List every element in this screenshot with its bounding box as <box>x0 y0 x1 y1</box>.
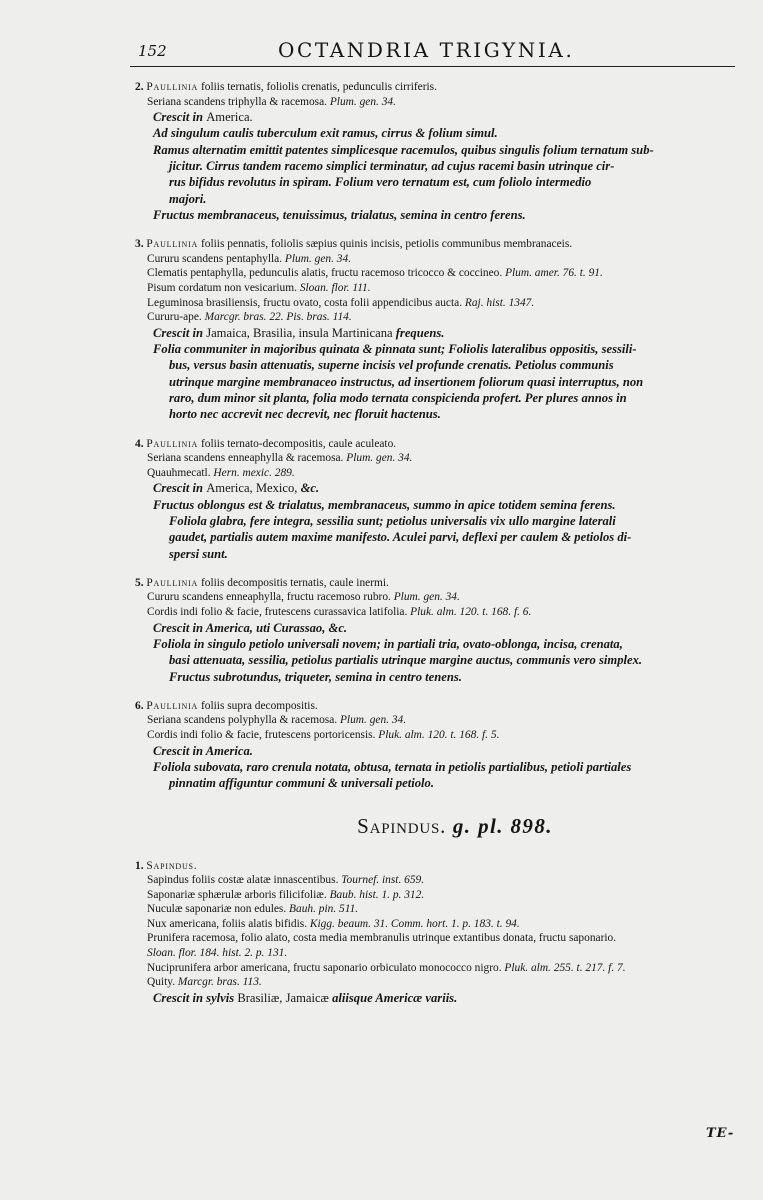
citation: Bauh. pin. 511. <box>289 903 359 916</box>
description-line <box>135 513 735 529</box>
entry-number: 2. <box>135 81 147 93</box>
description-text: utrinque margine membranaceo instructus, ad insertionem foliorum quasi interruptus, non <box>169 374 644 389</box>
description-line <box>135 406 735 422</box>
description-text: Fructus oblongus est & trialatus, membranaceus, summo in apice totidem semina ferens. <box>153 497 616 512</box>
synonym-text: Quity. <box>147 976 178 989</box>
catchword: TE- <box>706 1126 735 1141</box>
description-text: Folia communiter in majoribus quinata & pinnata sunt; Foliolis lateralibus oppositis, sessili- <box>153 342 637 357</box>
sapindus-entry <box>135 859 735 1007</box>
synonym-text: Leguminosa brasiliensis, fructu ovato, costa folii appendicibus aucta. <box>147 296 465 309</box>
description-line <box>135 743 735 759</box>
place-name: America. <box>206 110 253 125</box>
synonym-text: Seriana scandens enneaphylla & racemosa. <box>147 452 347 465</box>
synonym-line <box>135 281 735 296</box>
genus-name: Paullinia <box>146 576 199 589</box>
entry-heading <box>135 80 735 95</box>
genus-name: Paullinia <box>146 81 199 93</box>
place-name: America, Mexico, <box>206 481 298 496</box>
description-line <box>135 480 735 496</box>
description-text: Ramus alternatim emittit patentes simplicesque racemulos, quibus singulis folium ternatum sub- <box>153 142 654 157</box>
synonym-text: Sapindus foliis costæ alatæ innascentibus. <box>147 874 342 887</box>
description-text: jicitur. Cirrus tandem racemo simplici terminatur, ad cujus racemi basin utrinque cir- <box>169 159 615 174</box>
citation: Plum. gen. 34. <box>284 252 352 265</box>
citation: Plum. gen. 34. <box>329 95 396 108</box>
citation: Pluk. alm. 120. t. 168. f. 6. <box>410 606 532 619</box>
description-text: Crescit in <box>153 110 207 125</box>
description-text: Crescit in America, uti Curassao, &c. <box>153 620 348 635</box>
synonym-line <box>135 931 735 946</box>
synonym-text: Nux americana, foliis alatis bifidis. <box>147 917 310 930</box>
description-text: Crescit in <box>153 481 207 496</box>
synonym-text: Prunifera racemosa, folio alato, costa media membranulis utrinque extantibus donata, fructu saponario. <box>147 932 617 945</box>
page-body <box>135 80 735 1020</box>
entry-heading <box>135 237 735 252</box>
description-line <box>135 357 735 373</box>
entry-number: 6. <box>135 699 147 712</box>
synonym-line <box>135 605 735 620</box>
citation: Plum. gen. 34. <box>393 591 460 604</box>
citation: Plum. gen. 34. <box>339 714 407 727</box>
synonym-text: Saponariæ sphærulæ arboris filicifoliæ. <box>147 888 330 901</box>
synonym-text: Cordis indi folio & facie, frutescens curassavica latifolia. <box>147 606 411 619</box>
citation: Marcgr. bras. 113. <box>177 976 262 989</box>
description-line <box>135 636 735 652</box>
description-line <box>135 546 735 562</box>
synonym-line <box>135 961 735 976</box>
description-text: Foliola subovata, raro crenula notata, obtusa, ternata in petiolis partialibus, petioli partiales <box>153 759 632 774</box>
entry-heading <box>135 859 735 874</box>
description-text: rus bifidus revolutus in spiram. Folium vero ternatum est, cum foliolo intermedio <box>169 175 592 190</box>
description-line <box>135 390 735 406</box>
genus-heading <box>175 814 735 839</box>
citation: Sloan. flor. 111. <box>299 282 371 295</box>
description-text: Foliola glabra, fere integra, sessilia sunt; petiolus universalis vix ullo margine laterali <box>169 513 616 528</box>
description-line <box>135 174 735 190</box>
description-line <box>135 775 735 791</box>
synonym-text: Nuciprunifera arbor americana, fructu saponario orbiculato monococco nigro. <box>147 961 505 974</box>
synonym-text: Seriana scandens triphylla & racemosa. <box>147 95 330 108</box>
synonym-line <box>135 466 735 481</box>
genus-name: Paullinia <box>146 699 199 712</box>
description-line <box>135 125 735 141</box>
genus-name: Paullinia <box>146 238 199 251</box>
description-text: Foliola in singulo petiolo universali novem; in partiali tria, ovato-oblonga, incisa, crenata, <box>153 636 623 651</box>
place-name: Brasiliæ, Jamaicæ <box>237 990 329 1005</box>
citation: Raj. hist. 1347. <box>464 296 535 309</box>
genus-name: Sapindus. <box>357 813 447 838</box>
description-tail: frequens. <box>392 325 445 340</box>
description-line <box>135 341 735 357</box>
entry-heading <box>135 576 735 591</box>
header-rule <box>130 66 735 67</box>
description-text: Crescit in <box>153 325 207 340</box>
description-text: gaudet, partialis autem maxime manifesto. Aculei parvi, deflexi per caulem & petiolos di- <box>169 530 632 545</box>
citation: Hern. mexic. 289. <box>213 466 295 479</box>
diagnosis-text: foliis supra decompositis. <box>198 699 318 712</box>
citation: Sloan. flor. 184. hist. 2. p. 131. <box>147 947 288 960</box>
species-entry <box>135 576 735 685</box>
description-text: Ad singulum caulis tuberculum exit ramus, cirrus & folium simul. <box>153 126 498 141</box>
synonym-text: Quauhmecatl. <box>147 466 214 479</box>
description-line <box>135 142 735 158</box>
species-list <box>135 80 735 792</box>
citation: Marcgr. bras. 22. Pis. bras. 114. <box>204 311 352 324</box>
entry-number: 5. <box>135 576 147 589</box>
synonym-text: Nuculæ saponariæ non edules. <box>147 903 290 916</box>
entry-number: 4. <box>135 437 147 450</box>
synonym-line <box>135 713 735 728</box>
synonym-text: Pisum cordatum non vesicarium. <box>147 282 300 295</box>
description-text: Fructus subrotundus, triqueter, semina in centro tenens. <box>169 669 462 684</box>
page-number: 152 <box>138 42 167 60</box>
genus-reference: g. pl. 898. <box>452 813 553 838</box>
description-line <box>135 620 735 636</box>
description-text: raro, dum minor sit planta, folia modo ternata conspicienda profert. Per plures annos in <box>169 391 627 406</box>
description-line <box>135 669 735 685</box>
description-line <box>135 325 735 341</box>
description-line <box>135 529 735 545</box>
genus-name: Paullinia <box>146 437 199 450</box>
synonym-line <box>135 873 735 888</box>
species-entry <box>135 437 735 562</box>
citation: Baub. hist. 1. p. 312. <box>329 888 425 901</box>
species-entry <box>135 859 735 1007</box>
description-text: horto nec accrevit nec decrevit, nec floruit hactenus. <box>169 407 441 422</box>
synonym-text: Seriana scandens polyphylla & racemosa. <box>147 714 340 727</box>
entry-number: 1. <box>135 859 147 872</box>
citation: Plum. amer. 76. t. 91. <box>505 267 603 280</box>
page-title: OCTANDRIA TRIGYNIA. <box>278 38 575 62</box>
citation: Pluk. alm. 120. t. 168. f. 5. <box>378 729 500 742</box>
description-line <box>135 990 735 1006</box>
description-tail: &c. <box>297 481 320 496</box>
running-header <box>130 36 730 66</box>
synonym-line <box>135 975 735 990</box>
description-text: basi attenuata, sessilia, petiolus partialis utrinque margine auctus, communis vero simplex. <box>169 653 643 668</box>
synonym-line <box>135 296 735 311</box>
species-entry <box>135 237 735 422</box>
description-text: Crescit in America. <box>153 743 253 758</box>
citation: Pluk. alm. 255. t. 217. f. 7. <box>504 961 626 974</box>
description-text: Crescit in sylvis <box>153 990 238 1005</box>
synonym-line <box>135 946 735 961</box>
description-text: bus, versus basin attenuatis, superne incisis vel profunde crenatis. Petiolus communis <box>169 358 614 373</box>
diagnosis-text: foliis pennatis, foliolis sæpius quinis incisis, petiolis communibus membranaceis. <box>198 238 573 251</box>
species-entry <box>135 80 735 223</box>
description-text: majori. <box>169 191 207 206</box>
description-line <box>135 158 735 174</box>
synonym-line <box>135 917 735 932</box>
synonym-line <box>135 451 735 466</box>
synonym-text: Cururu scandens enneaphylla, fructu racemoso rubro. <box>147 591 394 604</box>
synonym-line <box>135 266 735 281</box>
description-line <box>135 207 735 223</box>
synonym-text: Cururu-ape. <box>147 311 205 324</box>
synonym-text: Clematis pentaphylla, pedunculis alatis, fructu racemoso tricocco & coccineo. <box>147 267 506 280</box>
description-line <box>135 374 735 390</box>
synonym-line <box>135 310 735 325</box>
description-line <box>135 497 735 513</box>
species-entry <box>135 699 735 792</box>
description-line <box>135 109 735 125</box>
synonym-line <box>135 590 735 605</box>
citation: Tournef. inst. 659. <box>341 874 425 887</box>
diagnosis-text: foliis decompositis ternatis, caule inermi. <box>198 576 389 589</box>
entry-heading <box>135 437 735 452</box>
citation: Kigg. beaum. 31. Comm. hort. 1. p. 183. t. 94. <box>309 917 520 930</box>
entry-number: 3. <box>135 238 147 251</box>
synonym-line <box>135 252 735 267</box>
synonym-line <box>135 95 735 110</box>
synonym-line <box>135 902 735 917</box>
description-text: spersi sunt. <box>169 546 228 561</box>
description-line <box>135 652 735 668</box>
synonym-text: Cururu scandens pentaphylla. <box>147 252 285 265</box>
synonym-line <box>135 728 735 743</box>
description-line <box>135 191 735 207</box>
entry-heading <box>135 699 735 714</box>
description-line <box>135 759 735 775</box>
synonym-line <box>135 888 735 903</box>
place-name: Jamaica, Brasilia, insula Martinicana <box>206 325 393 340</box>
genus-name: Sapindus. <box>146 859 198 872</box>
citation: Plum. gen. 34. <box>346 452 413 465</box>
description-tail: aliisque Americæ variis. <box>328 990 458 1005</box>
synonym-text: Cordis indi folio & facie, frutescens portoricensis. <box>147 729 379 742</box>
diagnosis-text: foliis ternatis, foliolis crenatis, pedunculis cirriferis. <box>198 81 437 93</box>
diagnosis-text: foliis ternato-decompositis, caule aculeato. <box>198 437 397 450</box>
description-text: pinnatim affiguntur communi & universali petiolo. <box>169 776 434 791</box>
description-text: Fructus membranaceus, tenuissimus, trialatus, semina in centro ferens. <box>153 207 526 222</box>
